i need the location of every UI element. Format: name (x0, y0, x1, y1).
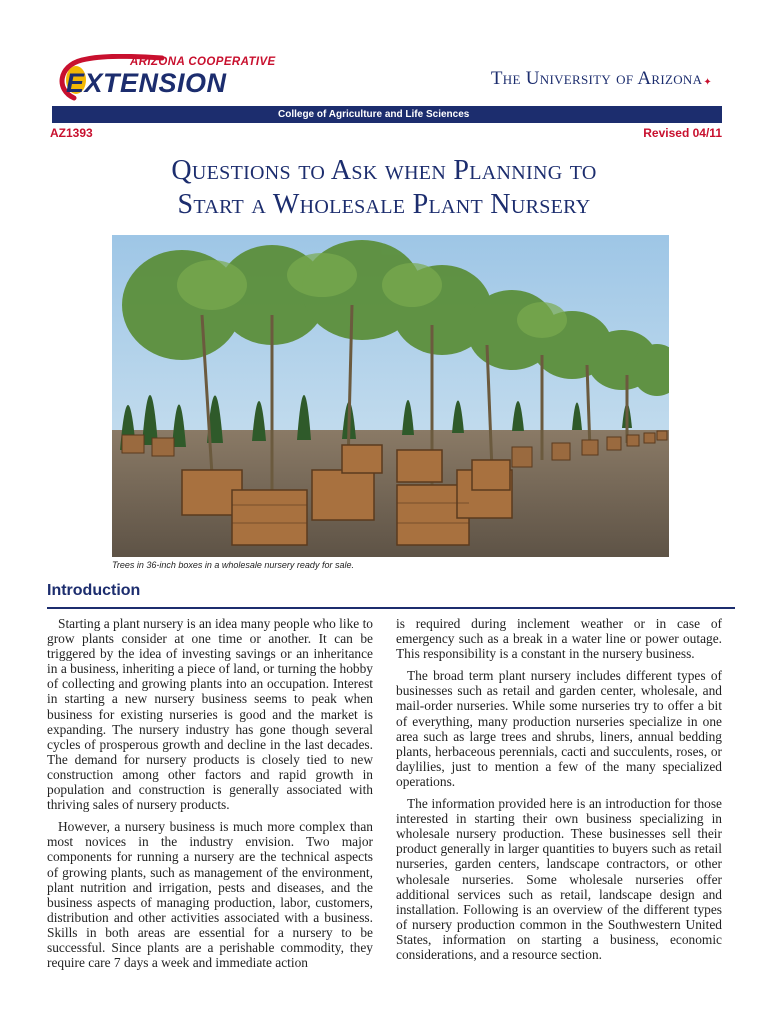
nursery-photo (112, 235, 669, 557)
body-column-left (47, 616, 373, 977)
page-title (0, 154, 768, 222)
title-line-2: Start a Wholesale Plant Nursery (177, 189, 591, 220)
university-text: The University of Arizona (490, 68, 703, 89)
paragraph: The broad term plant nursery includes different types of businesses such as retail and garden center, wholesale, and mail-order nurseries. While some nurseries try to offer a bit of everything, many production nurseries specialize in one area such as large trees and shrubs, liners, annual bedding plants, herbaceous perennials, cacti and succulents, roses, or daylilies, just to mention a few of the many specialized operations. (396, 668, 722, 789)
title-line-1: Questions to Ask when Planning to (171, 155, 597, 186)
revised-date: Revised 04/11 (643, 126, 722, 140)
section-divider (47, 607, 735, 609)
logo-top-text: ARIZONA COOPERATIVE (130, 56, 276, 68)
paragraph: Starting a plant nursery is an idea many people who like to grow plants consider at one time or another. It can be triggered by the idea of investing savings or an inheritance in a business, inheriting a piece of land, or turning the hobby of collecting and growing plants into an occupation. Interest in starting a new nursery business seems to peak when business for existing nurseries is good and the market is expanding. The nursery industry has gone though several cycles of prosperous growth and decline in the last decades. The demand for nursery products is closely tied to new construction among other factors and rapid growth in population and construction is generally associated with thriving sales of nursery products. (47, 616, 373, 813)
photo-caption: Trees in 36-inch boxes in a wholesale nursery ready for sale. (112, 560, 354, 570)
paragraph: The information provided here is an introduction for those interested in starting their own business specializing in wholesale nursery production. These businesses sell their product generally in larger quantities to buyers such as retail nurseries, garden centers, landscape contractors, or other wholesale nurseries. Some wholesale nurseries offer additional services such as retail, landscape design and installation. Following is an overview of the different types of nursery production common in the Southwestern United States, information on starting a business, economic considerations, and a resource section. (396, 796, 722, 962)
extension-logo (52, 52, 292, 104)
paragraph: is required during inclement weather or in case of emergency such as a break in a water line or power outage. This responsibility is a constant in the nursery business. (396, 616, 722, 662)
college-name: College of Agriculture and Life Sciences (278, 109, 470, 120)
college-band (52, 106, 722, 123)
nursery-trees-image (112, 235, 669, 557)
paragraph: However, a nursery business is much more complex than most novices in the industry envision. Two major components for running a nursery are the technical aspects of growing plants, such as management of the environment, plant nutrition and irrigation, pests and diseases, and the business aspects of managing production, labor, customers, distribution and other activities associated with a business. Skills in both areas are essential for a nursery to be successful. Since plants are a perishable commodity, they require care 7 days a week and immediate action (47, 819, 373, 971)
logo-main-text: EXTENSION (66, 68, 227, 98)
section-heading: Introduction (47, 582, 141, 599)
star-icon: ✦ (703, 77, 712, 88)
university-name (491, 68, 712, 90)
publication-number: AZ1393 (50, 126, 93, 140)
body-column-right (396, 616, 722, 969)
